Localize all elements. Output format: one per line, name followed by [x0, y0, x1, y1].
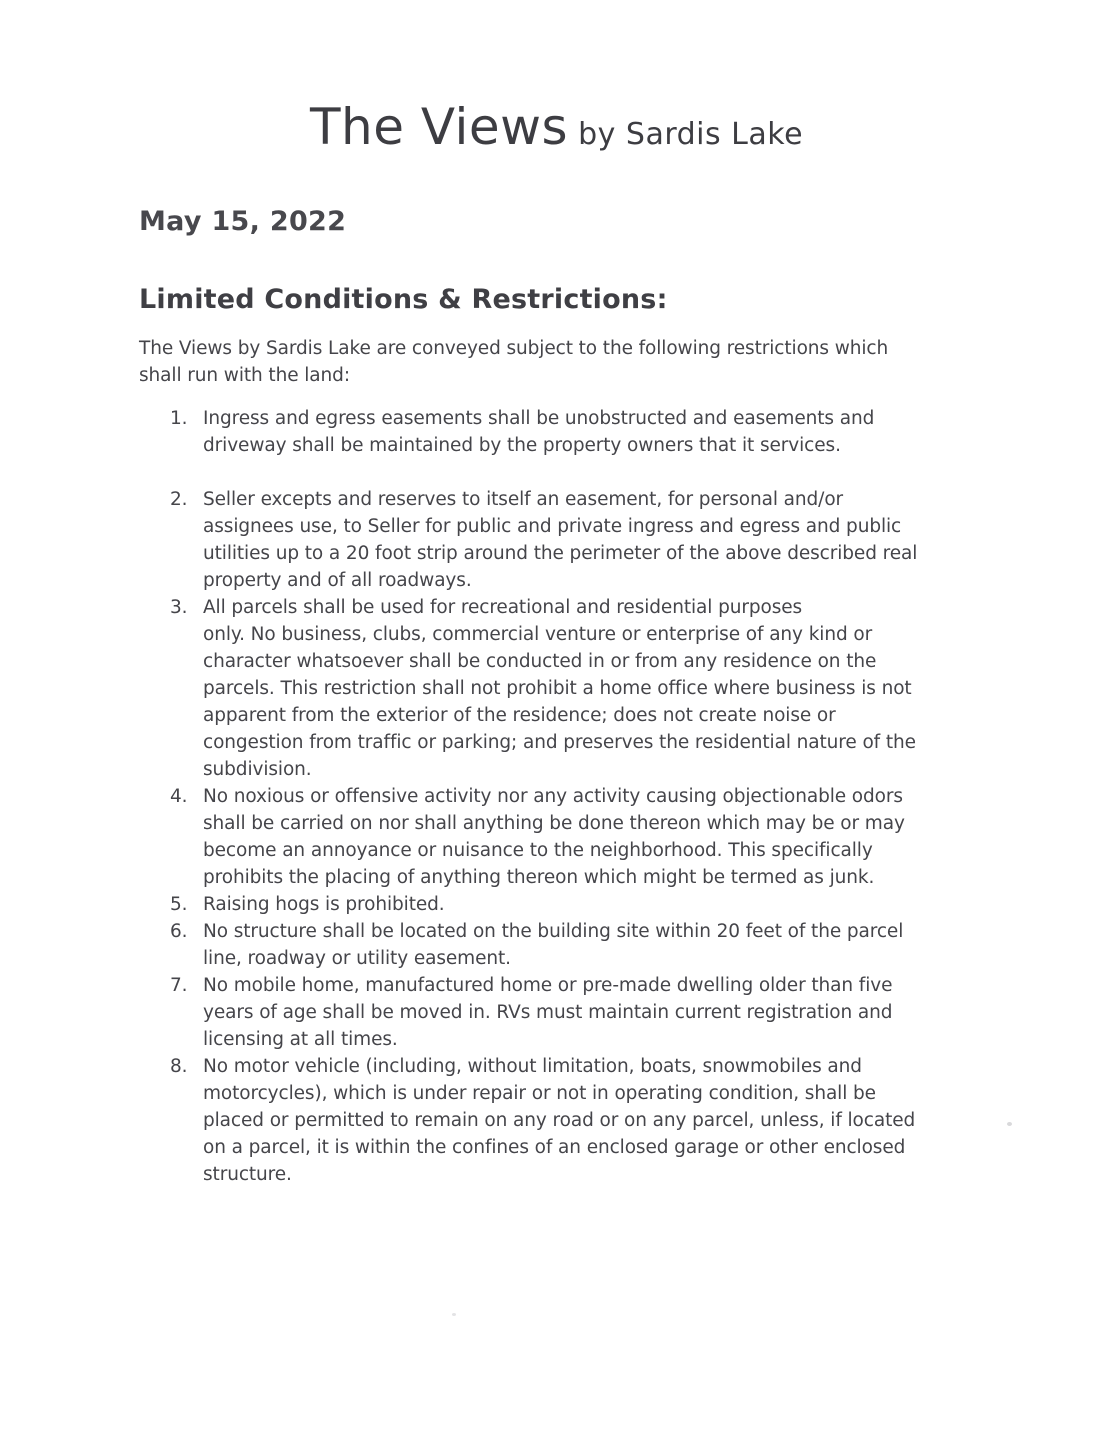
item-number: 4. — [170, 786, 188, 807]
restriction-item-6 — [139, 918, 1030, 972]
restriction-item-3 — [139, 594, 1030, 783]
intro-paragraph: The Views by Sardis Lake are conveyed subject to the following restrictions which shall run with the land: — [139, 338, 889, 386]
item-text: No structure shall be located on the building site within 20 feet of the parcel line, roadway or utility easement. — [203, 921, 904, 969]
document-body — [0, 206, 1030, 1188]
item-text: Ingress and egress easements shall be unobstructed and easements and driveway shall be maintained by the property owners that it services. — [203, 408, 875, 456]
item-text: No motor vehicle (including, without limitation, boats, snowmobiles and motorcycles), which is under repair or not in operating condition, shall be placed or permitted to remain on any road or on any parcel, unless, if located on a parcel, it is within the confines of an enclosed garage or other enclosed structure. — [203, 1056, 916, 1185]
document-title — [0, 98, 1113, 156]
item-number: 1. — [170, 408, 188, 429]
restriction-item-4 — [139, 783, 1030, 891]
item-number: 6. — [170, 921, 188, 942]
item-text: No noxious or offensive activity nor any activity causing objectionable odors shall be carried on nor shall anything be done thereon which may be or may become an annoyance or nuisance to the neighborhood. This specifically prohibits the placing of anything thereon which might be termed as junk. — [203, 786, 905, 888]
restrictions-list — [139, 405, 1030, 1188]
item-text: No mobile home, manufactured home or pre-made dwelling older than five years of age shall be moved in. RVs must maintain current registration and licensing at all times. — [203, 975, 893, 1050]
item-text: Raising hogs is prohibited. — [203, 894, 445, 915]
document-title-sub: by Sardis Lake — [578, 117, 804, 152]
item-number: 2. — [170, 489, 188, 510]
scan-artifact-speck — [452, 1313, 456, 1316]
restriction-item-8 — [139, 1053, 1030, 1188]
document-date: May 15, 2022 — [139, 206, 347, 237]
document-title-main: The Views — [309, 98, 569, 156]
scan-artifact-speck — [1007, 1122, 1012, 1126]
restriction-item-7 — [139, 972, 1030, 1053]
restriction-item-5 — [139, 891, 1030, 918]
section-heading: Limited Conditions & Restrictions: — [139, 284, 668, 315]
item-number: 8. — [170, 1056, 188, 1077]
item-number: 5. — [170, 894, 188, 915]
item-number: 3. — [170, 597, 188, 618]
restriction-item-1 — [139, 405, 1030, 459]
restriction-item-2 — [139, 486, 1030, 594]
item-text: All parcels shall be used for recreational and residential purposes only. No business, clubs, commercial venture or enterprise of any kind or character whatsoever shall be conducted in or from any residence on the parcels. This restriction shall not prohibit a home office where business is not apparent from the exterior of the residence; does not create noise or congestion from traffic or parking; and preserves the residential nature of the subdivision. — [203, 597, 916, 780]
item-text: Seller excepts and reserves to itself an easement, for personal and/or assignees use, to Seller for public and private ingress and egress and public utilities up to a 20 foot strip around the perimeter of the above described real property and of all roadways. — [203, 489, 918, 591]
item-number: 7. — [170, 975, 188, 996]
